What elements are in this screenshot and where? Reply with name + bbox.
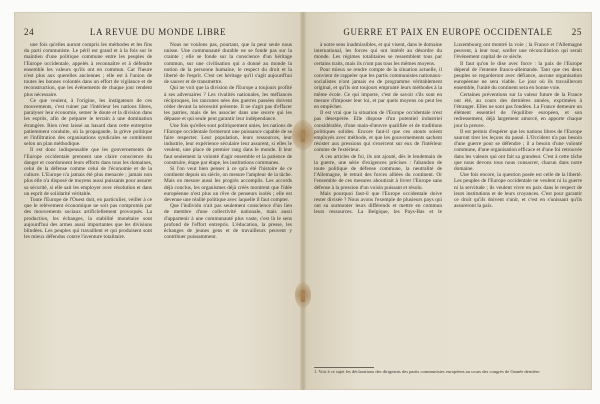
right-running-header — [314, 26, 582, 38]
paragraph: une fois qu'elles auront compris les méthodes et les fins du parti communiste. Le péril est grand et à la fois sur le maintien d'une politique commune entre les peuples de l'Europe occidentale, appelés à reconnaître et à défendre ensemble les valeurs qu'ils ont en commun. Car l'heure n'est plus aux querelles anciennes ; elle est à l'union de toutes les bonnes volontés dans un effort de vigilance et de reconstruction, que les événements de chaque jour rendent plus nécessaire. — [24, 42, 152, 98]
binding-gutter — [300, 12, 306, 390]
paragraph: Mais pourquoi faut-il que l'Europe occidentale doive rester divisée ? Nous avons l'exemple de plusieurs pays qui ont su surmonter leurs différends et mettre en commun leurs ressources. La Belgique, les Pays-Bas et le Luxembourg ont montré la voie ; la France et l'Allemagne peuvent, à leur tour, sceller une réconciliation qui serait l'événement capital de ce siècle. — [314, 42, 582, 216]
paragraph: Ce que veulent, à l'origine, les instigateurs de ces mouvements, c'est ruiner par l'intérieur les nations libres, paralyser leur économie, semer le doute et la division dans les esprits, afin de préparer le terrain à une domination étrangère. Rien n'est laissé au hasard dans cette entreprise patiemment conduite, où la propagande, la grève politique et l'infiltration des organisations syndicales se combinent selon un plan méthodique. — [24, 97, 152, 148]
paragraph: Il est permis d'espérer que les nations libres de l'Europe sauront tirer les leçons du passé. L'Occident n'a pas besoin d'une guerre pour se défendre ; il a besoin d'une volonté commune, d'une organisation efficace et d'une foi retrouvée dans les valeurs qui ont fait sa grandeur. C'est à cette tâche que nous devons tous nous consacrer, chacun dans notre domaine. — [454, 128, 582, 173]
paragraph: Il est vrai que la situation de l'Europe occidentale n'est pas désespérée. Elle dispose d'un potentiel industriel considérable, d'une main-d'œuvre qualifiée et de traditions politiques solides. Encore faut-il que ces atouts soient employés avec méthode, et que les gouvernements sachent résister aux pressions qui s'exercent sur eux de l'intérieur comme de l'extérieur. — [314, 110, 442, 154]
paragraph: Toute l'Europe de l'Ouest doit, en particulier, veiller à ce que le relèvement économique ne soit pas compromis par des mouvements sociaux artificiellement provoqués. La production, les échanges, la stabilité monétaire sont aujourd'hui des armes aussi importantes que les divisions blindées. Les peuples qui travaillent et qui produisent sont les mieux défendus contre l'aventure totalitaire. — [24, 197, 152, 241]
right-page-number: 25 — [571, 27, 582, 37]
left-running-title: LA REVUE DU MONDE LIBRE — [89, 27, 227, 37]
paragraph: Une fois encore, la question posée est celle de la liberté. Les peuples de l'Europe occidentale ne veulent ni la guerre ni la servitude ; ils veulent vivre en paix dans le respect de leurs institutions et de leurs croyances. C'est pour garantir ce droit qu'ils doivent s'unir, et c'est en s'unissant qu'ils assureront la paix. — [454, 172, 582, 210]
paragraph: à notre sens inadmissibles, et qui visent, dans le domaine international, les forces qui ont intérêt au désordre du monde. Les régimes totalitaires se ressemblent tous par certains traits, mais ils n'ont pas tous les mêmes moyens. — [314, 42, 442, 67]
paragraph: Une fois qu'elles sont politiquement unies, les nations de l'Europe occidentale formeront une puissance capable de se faire respecter. Leur population, leurs ressources, leur industrie, leur expérience séculaire leur assurent, si elles le veulent, une place de premier rang dans le monde. Il leur faut seulement la volonté d'agir ensemble et la patience de construire, étape par étape, les institutions communes. — [164, 122, 292, 166]
booklet-spread — [14, 12, 592, 390]
left-running-header — [24, 26, 292, 38]
paragraph: A ces articles de foi, ils ont ajouté, dès le lendemain de la guerre, une série d'exigences précises : l'abandon de toute politique de défense commune, la neutralité de l'Allemagne, le retrait des forces alliées du continent. Or l'ensemble de ces mesures aboutirait à livrer l'Europe sans défense à la pression d'un voisin puissant et résolu. — [314, 153, 442, 191]
paragraph: Certaines préventions sur la valeur future de la France ont été, au cours des dernières années, exprimées à l'étranger. Elles ne sont pas fondées. La France demeure un élément essentiel de l'équilibre européen, et son redressement, déjà largement amorcé, en apporte chaque jour la preuve. — [454, 91, 582, 129]
paragraph: Il faut qu'on le dise avec force : la paix de l'Europe dépend de l'entente franco-allemande. Tant que ces deux peuples se regarderont avec défiance, aucune organisation européenne ne sera viable. Le jour où ils travailleront ensemble, l'unité du continent sera en bonne voie. — [454, 60, 582, 92]
paragraph: Pour mieux se rendre compte de la situation actuelle, il convient de rappeler que les partis communistes nationaux-socialistes n'ont jamais eu de programme véritablement original, et qu'ils ont toujours emprunté leurs méthodes à la même école. Ce qui importe, c'est de savoir s'ils sont en mesure d'imposer leur loi, et par quels moyens on peut les en empêcher. — [314, 66, 442, 111]
paragraph: Nous ne voulons pas, pourtant, que la peur seule nous unisse. Une communauté durable ne se fonde pas sur la crainte ; elle se fonde sur la conscience d'un héritage commun, sur une civilisation qui a donné au monde la notion de la personne humaine, le respect du droit et la liberté de l'esprit. C'est cet héritage qu'il s'agit aujourd'hui de sauver et de transmettre. — [164, 42, 292, 86]
right-page — [304, 12, 592, 390]
rust-stain — [292, 120, 314, 150]
rust-stain — [295, 282, 311, 308]
footnote-rule — [314, 367, 374, 368]
right-body-text — [314, 42, 582, 364]
paragraph: Que l'individu n'ait pas seulement conscience d'un lien de membre d'une collectivité nationale, mais aussi d'appartenir à une communauté plus vaste, c'est là le sens profond de l'effort entrepris. L'éducation, la presse, les échanges de jeunes gens et de travailleurs peuvent y contribuer puissamment. — [164, 203, 292, 241]
right-running-title: GUERRE ET PAIX EN EUROPE OCCIDENTALE — [343, 27, 553, 37]
paragraph: Qui ne voit que la division de l'Europe a toujours profité à ses adversaires ? Les rivalités nationales, les méfiances réciproques, les rancunes nées des guerres passées doivent céder devant la nécessité présente. Il ne s'agit pas d'effacer les patries, mais de les associer dans une œuvre qui les dépasse et qui seule peut garantir leur indépendance. — [164, 85, 292, 123]
footnote: 1. Voir à ce sujet les déclarations des dirigeants des partis communistes européens au cours des congrès de l'année dernière. — [314, 369, 541, 374]
left-page — [14, 12, 302, 390]
paragraph: Il est donc indispensable que les gouvernements de l'Europe occidentale prennent une claire conscience du danger et coordonnent leurs efforts dans tous les domaines, celui de la défense comme celui de l'économie et de la culture. L'Europe n'a jamais été plus menacée ; jamais non plus elle n'a disposé de moyens aussi puissants pour assurer sa sécurité, si elle sait les employer avec résolution et dans un esprit de solidarité véritable. — [24, 147, 152, 197]
left-page-number: 24 — [24, 27, 35, 37]
paragraph: Si l'on veut bien penser à ce qu'a été l'histoire de ce continent depuis un siècle, on mesure l'ampleur de la tâche. Mais on mesure aussi les progrès accomplis. Les accords déjà conclus, les organismes déjà créés montrent que l'idée européenne n'est plus un rêve de penseurs isolés ; elle est devenue une réalité politique avec laquelle il faut compter. — [164, 166, 292, 204]
left-body-text — [24, 42, 292, 372]
